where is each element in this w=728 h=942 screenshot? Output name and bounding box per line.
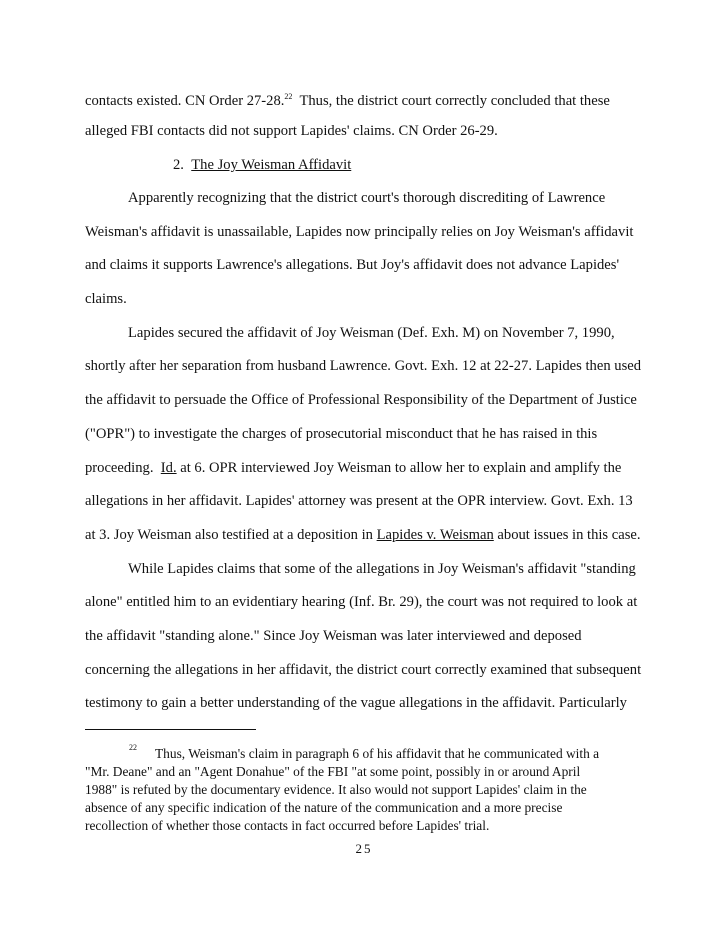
body-line: Lapides secured the affidavit of Joy Weisman (Def. Exh. M) on November 7, 1990, [128,325,615,341]
footnote-line: "Mr. Deane" and an "Agent Donahue" of the FBI "at some point, possibly in or around April [85,764,581,779]
body-line: alone" entitled him to an evidentiary hearing (Inf. Br. 29), the court was not required to look at [85,594,638,610]
body-line: ("OPR") to investigate the charges of prosecutorial misconduct that he has raised in this [85,426,598,442]
page-number: 25 [355,841,373,856]
section-heading: 2. The Joy Weisman Affidavit [173,157,352,173]
footnote-line: absence of any specific indication of the nature of the communication and a more precise [85,800,563,815]
body-line: alleged FBI contacts did not support Lapides' claims. CN Order 26-29. [85,123,498,139]
footnote-number: 22 [129,743,137,752]
body-line: the affidavit "standing alone." Since Joy Weisman was later interviewed and deposed [85,628,582,644]
footnote-line: Thus, Weisman's claim in paragraph 6 of his affidavit that he communicated with a [155,746,600,761]
body-line: testimony to gain a better understanding of the vague allegations in the affidavit. Particularly [85,695,627,711]
body-line: Weisman's affidavit is unassailable, Lapides now principally relies on Joy Weisman's affidavit [85,224,634,240]
body-line: Apparently recognizing that the district court's thorough discrediting of Lawrence [128,190,606,206]
body-line: claims. [85,291,127,307]
body-line: the affidavit to persuade the Office of Professional Responsibility of the Department of Justice [85,392,637,408]
body-line: proceeding. Id. at 6. OPR interviewed Joy Weisman to allow her to explain and amplify the [85,460,622,476]
body-line: While Lapides claims that some of the allegations in Joy Weisman's affidavit "standing [128,561,636,577]
footnote-line: recollection of whether those contacts in fact occurred before Lapides' trial. [85,818,490,833]
body-line: allegations in her affidavit. Lapides' attorney was present at the OPR interview. Govt. Exh. 13 [85,493,633,509]
body-line: concerning the allegations in her affidavit, the district court correctly examined that subsequent [85,662,642,678]
section-title: The Joy Weisman Affidavit [191,157,352,173]
body-line: at 3. Joy Weisman also testified at a deposition in Lapides v. Weisman about issues in this case. [85,527,641,543]
body-line: shortly after her separation from husband Lawrence. Govt. Exh. 12 at 22-27. Lapides then used [85,358,642,374]
footnote-divider [85,729,256,730]
footnote-line: 1988" is refuted by the documentary evidence. It also would not support Lapides' claim in the [85,782,587,797]
body-line: and claims it supports Lawrence's allegations. But Joy's affidavit does not advance Lapides' [85,257,620,273]
body-line: contacts existed. CN Order 27-28.22 Thus, the district court correctly concluded that these [85,92,610,109]
case-citation: Lapides v. Weisman [376,527,494,543]
footnote-ref: 22 [284,92,293,101]
